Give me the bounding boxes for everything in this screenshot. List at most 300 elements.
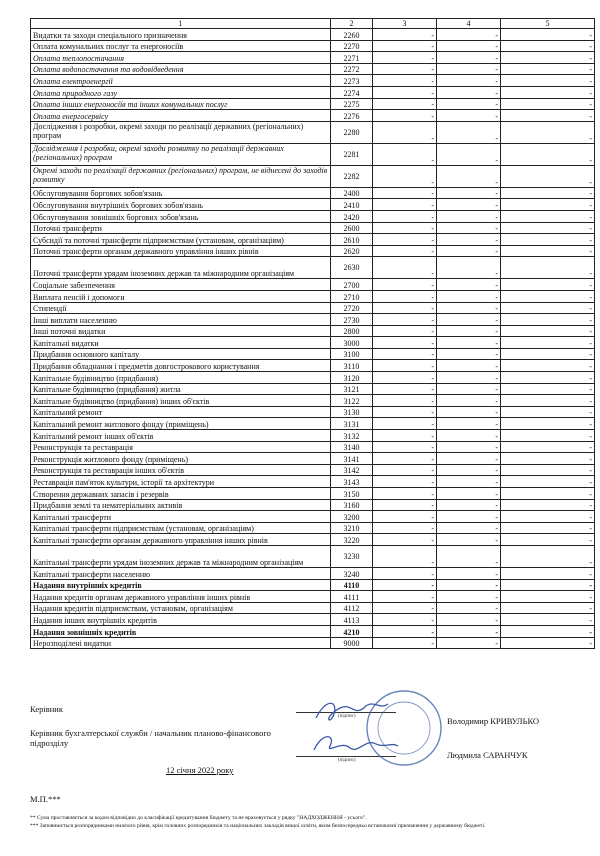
row-col3-cell: - (373, 625, 437, 637)
row-name-cell: Надання зовнішніх кредитів (31, 625, 331, 637)
row-col4-cell: - (437, 522, 501, 534)
table-row (31, 86, 595, 98)
row-code-cell: 2271 (331, 52, 373, 64)
table-row (31, 591, 595, 603)
row-code-cell: 3130 (331, 406, 373, 418)
accountant-signature-caption: (підпис) (338, 758, 356, 763)
column-header-5: 5 (501, 19, 595, 29)
row-code-cell: 3141 (331, 453, 373, 465)
row-name-cell: Нерозподілені видатки (31, 637, 331, 649)
row-col4-cell: - (437, 314, 501, 326)
row-col3-cell: - (373, 614, 437, 626)
row-col4-cell: - (437, 579, 501, 591)
row-col5-cell: - (501, 29, 595, 41)
row-name-cell: Капітальні видатки (31, 337, 331, 349)
row-col3-cell: - (373, 418, 437, 430)
table-row (31, 199, 595, 211)
row-col5-cell: - (501, 488, 595, 500)
row-col3-cell: - (373, 383, 437, 395)
row-col5-cell: - (501, 52, 595, 64)
row-col4-cell: - (437, 545, 501, 567)
row-col3-cell: - (373, 63, 437, 75)
table-row (31, 165, 595, 187)
table-row (31, 395, 595, 407)
row-name-cell: Капітальне будівництво (придбання) інших об'єктів (31, 395, 331, 407)
footnote-1: ** Сума проставляється за кодом відповідно до класифікації кредитування бюджету та не враховується у рядку "НАДХОДЖЕННЯ - усього". (30, 815, 367, 821)
row-code-cell: 3240 (331, 567, 373, 579)
row-col3-cell: - (373, 579, 437, 591)
row-col4-cell: - (437, 464, 501, 476)
column-header-1: 1 (31, 19, 331, 29)
row-col3-cell: - (373, 234, 437, 246)
table-row (31, 290, 595, 302)
row-col5-cell: - (501, 453, 595, 465)
row-name-cell: Капітальний ремонт житлового фонду (приміщень) (31, 418, 331, 430)
row-col4-cell: - (437, 372, 501, 384)
row-name-cell: Капітальне будівництво (придбання) (31, 372, 331, 384)
row-col4-cell: - (437, 75, 501, 87)
row-name-cell: Інші поточні видатки (31, 325, 331, 337)
row-col3-cell: - (373, 52, 437, 64)
row-col3-cell: - (373, 121, 437, 143)
row-name-cell: Видатки та заходи спеціального призначення (31, 29, 331, 41)
row-name-cell: Надання внутрішніх кредитів (31, 579, 331, 591)
table-row (31, 121, 595, 143)
row-col3-cell: - (373, 488, 437, 500)
row-name-cell: Капітальні трансферти підприємствам (установам, організаціям) (31, 522, 331, 534)
row-col4-cell: - (437, 406, 501, 418)
row-col3-cell: - (373, 348, 437, 360)
row-col3-cell: - (373, 75, 437, 87)
row-col5-cell: - (501, 121, 595, 143)
row-name-cell: Оплата енергосервісу (31, 110, 331, 122)
table-row (31, 372, 595, 384)
row-code-cell: 2600 (331, 222, 373, 234)
table-row (31, 625, 595, 637)
row-name-cell: Капітальні трансферти органам державного управління інших рівнів (31, 534, 331, 546)
row-code-cell: 3131 (331, 418, 373, 430)
row-col4-cell: - (437, 110, 501, 122)
table-row (31, 75, 595, 87)
row-col3-cell: - (373, 360, 437, 372)
row-col4-cell: - (437, 143, 501, 165)
row-col3-cell: - (373, 222, 437, 234)
row-col5-cell: - (501, 383, 595, 395)
row-name-cell: Виплата пенсій і допомоги (31, 290, 331, 302)
row-code-cell: 3150 (331, 488, 373, 500)
row-col4-cell: - (437, 165, 501, 187)
row-col3-cell: - (373, 290, 437, 302)
row-code-cell: 3132 (331, 430, 373, 442)
row-col3-cell: - (373, 337, 437, 349)
row-name-cell: Соціальне забезпечення (31, 279, 331, 291)
row-col4-cell: - (437, 395, 501, 407)
row-code-cell: 3142 (331, 464, 373, 476)
row-col3-cell: - (373, 441, 437, 453)
row-code-cell: 2400 (331, 187, 373, 199)
row-col4-cell: - (437, 187, 501, 199)
row-col4-cell: - (437, 86, 501, 98)
row-code-cell: 4110 (331, 579, 373, 591)
row-col5-cell: - (501, 86, 595, 98)
row-col4-cell: - (437, 29, 501, 41)
row-col5-cell: - (501, 625, 595, 637)
row-col3-cell: - (373, 545, 437, 567)
row-col5-cell: - (501, 602, 595, 614)
table-row (31, 441, 595, 453)
row-col3-cell: - (373, 464, 437, 476)
table-row (31, 187, 595, 199)
row-name-cell: Реставрація пам'яток культури, історії та архітектури (31, 476, 331, 488)
row-col4-cell: - (437, 625, 501, 637)
row-code-cell: 3110 (331, 360, 373, 372)
row-col5-cell: - (501, 199, 595, 211)
row-name-cell: Субсидії та поточні трансферти підприємствам (установам, організаціям) (31, 234, 331, 246)
table-row (31, 325, 595, 337)
row-col4-cell: - (437, 534, 501, 546)
row-name-cell: Придбання основного капіталу (31, 348, 331, 360)
row-code-cell: 2270 (331, 40, 373, 52)
accountant-label: Керівник бухгалтерської служби / начальник планово-фінансового підрозділу (30, 728, 271, 748)
row-name-cell: Оплата теплопостачання (31, 52, 331, 64)
head-name: Володимир КРИВУЛЬКО (447, 716, 540, 726)
head-signature-caption: (підпис) (338, 714, 356, 719)
row-col4-cell: - (437, 614, 501, 626)
accountant-name: Людмила САРАНЧУК (447, 750, 528, 760)
table-row (31, 348, 595, 360)
row-code-cell: 4111 (331, 591, 373, 603)
row-col4-cell: - (437, 290, 501, 302)
row-col3-cell: - (373, 511, 437, 523)
table-row (31, 430, 595, 442)
row-name-cell: Придбання землі та нематеріальних активів (31, 499, 331, 511)
row-col4-cell: - (437, 245, 501, 257)
row-col3-cell: - (373, 395, 437, 407)
row-col5-cell: - (501, 418, 595, 430)
row-col5-cell: - (501, 406, 595, 418)
row-code-cell: 2420 (331, 210, 373, 222)
row-code-cell: 3000 (331, 337, 373, 349)
table-row (31, 234, 595, 246)
row-col4-cell: - (437, 337, 501, 349)
row-name-cell: Обслуговування внутрішніх боргових зобов'язань (31, 199, 331, 211)
stamp-place-label: М.П.*** (30, 794, 61, 804)
row-col3-cell: - (373, 98, 437, 110)
row-col3-cell: - (373, 245, 437, 257)
table-row (31, 302, 595, 314)
row-col5-cell: - (501, 75, 595, 87)
row-name-cell: Реконструкція та реставрація інших об'єктів (31, 464, 331, 476)
row-code-cell: 2280 (331, 121, 373, 143)
row-name-cell: Оплата електроенергії (31, 75, 331, 87)
row-col3-cell: - (373, 453, 437, 465)
row-code-cell: 3160 (331, 499, 373, 511)
row-col3-cell: - (373, 143, 437, 165)
row-col3-cell: - (373, 406, 437, 418)
table-body (31, 29, 595, 649)
table-row (31, 534, 595, 546)
row-col4-cell: - (437, 210, 501, 222)
table-row (31, 637, 595, 649)
row-code-cell: 2274 (331, 86, 373, 98)
row-col5-cell: - (501, 337, 595, 349)
row-col4-cell: - (437, 418, 501, 430)
row-col3-cell: - (373, 279, 437, 291)
row-col5-cell: - (501, 476, 595, 488)
table-row (31, 210, 595, 222)
row-code-cell: 4210 (331, 625, 373, 637)
row-col5-cell: - (501, 591, 595, 603)
row-col3-cell: - (373, 430, 437, 442)
row-name-cell: Обслуговування боргових зобов'язань (31, 187, 331, 199)
row-name-cell: Надання кредитів підприємствам, установам, організаціям (31, 602, 331, 614)
row-col5-cell: - (501, 98, 595, 110)
row-col5-cell: - (501, 545, 595, 567)
row-name-cell: Стипендії (31, 302, 331, 314)
row-code-cell: 3121 (331, 383, 373, 395)
row-col4-cell: - (437, 121, 501, 143)
row-code-cell: 2700 (331, 279, 373, 291)
row-col3-cell: - (373, 257, 437, 279)
row-code-cell: 2272 (331, 63, 373, 75)
head-label: Керівник (30, 704, 63, 714)
table-row (31, 418, 595, 430)
row-col5-cell: - (501, 441, 595, 453)
row-col5-cell: - (501, 314, 595, 326)
row-col5-cell: - (501, 222, 595, 234)
row-col4-cell: - (437, 499, 501, 511)
row-col4-cell: - (437, 441, 501, 453)
table-header-row (31, 19, 595, 29)
row-code-cell: 2282 (331, 165, 373, 187)
row-name-cell: Поточні трансферти урядам іноземних держав та міжнародним організаціям (31, 257, 331, 279)
row-col5-cell: - (501, 290, 595, 302)
row-col5-cell: - (501, 257, 595, 279)
row-col5-cell: - (501, 187, 595, 199)
row-name-cell: Надання кредитів органам державного управління інших рівнів (31, 591, 331, 603)
table-row (31, 406, 595, 418)
row-name-cell: Реконструкція житлового фонду (приміщень) (31, 453, 331, 465)
row-col4-cell: - (437, 360, 501, 372)
row-code-cell: 2410 (331, 199, 373, 211)
row-col4-cell: - (437, 430, 501, 442)
table-row (31, 245, 595, 257)
expenses-table (30, 18, 595, 649)
table-row (31, 40, 595, 52)
row-col5-cell: - (501, 165, 595, 187)
row-name-cell: Окремі заходи по реалізації державних (регіональних) програм, не віднесені до заходів розвитку (31, 165, 331, 187)
table-row (31, 614, 595, 626)
row-col4-cell: - (437, 279, 501, 291)
row-col5-cell: - (501, 567, 595, 579)
table-row (31, 143, 595, 165)
table-row (31, 476, 595, 488)
row-col5-cell: - (501, 360, 595, 372)
table-row (31, 579, 595, 591)
row-name-cell: Оплата водопостачання та водовідведення (31, 63, 331, 75)
row-col5-cell: - (501, 372, 595, 384)
footnote-2: *** Заповнюється розпорядниками нижчого рівня, крім головних розпорядників та національних закладів вищої освіти, яким безпосередньо встановлені призначення у державному бюджеті. (30, 823, 486, 829)
row-col4-cell: - (437, 234, 501, 246)
row-col4-cell: - (437, 199, 501, 211)
row-name-cell: Капітальні трансферти населенню (31, 567, 331, 579)
table-row (31, 279, 595, 291)
table-row (31, 453, 595, 465)
row-name-cell: Створення державних запасів і резервів (31, 488, 331, 500)
row-col5-cell: - (501, 511, 595, 523)
row-name-cell: Оплата природного газу (31, 86, 331, 98)
row-code-cell: 4112 (331, 602, 373, 614)
row-name-cell: Капітальні трансферти урядам іноземних держав та міжнародним організаціям (31, 545, 331, 567)
row-name-cell: Дослідження і розробки, окремі заходи по реалізації державних (регіональних) програм (31, 121, 331, 143)
row-code-cell: 3100 (331, 348, 373, 360)
row-name-cell: Дослідження і розробки, окремі заходи розвитку по реалізації державних (регіональних) програм (31, 143, 331, 165)
row-name-cell: Реконструкція та реставрація (31, 441, 331, 453)
table-row (31, 511, 595, 523)
official-stamp-and-signatures (296, 688, 446, 768)
row-col3-cell: - (373, 637, 437, 649)
row-code-cell: 2630 (331, 257, 373, 279)
row-col3-cell: - (373, 602, 437, 614)
column-header-4: 4 (437, 19, 501, 29)
row-code-cell: 3210 (331, 522, 373, 534)
head-signature-scribble (316, 703, 388, 720)
table-row (31, 383, 595, 395)
table-row (31, 360, 595, 372)
row-col5-cell: - (501, 614, 595, 626)
row-col5-cell: - (501, 63, 595, 75)
row-col5-cell: - (501, 302, 595, 314)
row-col5-cell: - (501, 279, 595, 291)
row-col4-cell: - (437, 511, 501, 523)
row-code-cell: 9000 (331, 637, 373, 649)
row-col5-cell: - (501, 499, 595, 511)
row-col4-cell: - (437, 325, 501, 337)
row-code-cell: 2610 (331, 234, 373, 246)
accountant-signature-scribble (314, 737, 398, 750)
row-col4-cell: - (437, 488, 501, 500)
row-code-cell: 3230 (331, 545, 373, 567)
row-col5-cell: - (501, 40, 595, 52)
row-col3-cell: - (373, 165, 437, 187)
table-row (31, 257, 595, 279)
table-row (31, 29, 595, 41)
row-code-cell: 2281 (331, 143, 373, 165)
row-code-cell: 4113 (331, 614, 373, 626)
row-col5-cell: - (501, 579, 595, 591)
row-col4-cell: - (437, 476, 501, 488)
row-col5-cell: - (501, 234, 595, 246)
row-code-cell: 3143 (331, 476, 373, 488)
row-col5-cell: - (501, 325, 595, 337)
row-code-cell: 2720 (331, 302, 373, 314)
row-col4-cell: - (437, 637, 501, 649)
row-name-cell: Оплата інших енергоносіїв та інших комунальних послуг (31, 98, 331, 110)
row-col5-cell: - (501, 395, 595, 407)
row-col4-cell: - (437, 591, 501, 603)
row-col3-cell: - (373, 325, 437, 337)
row-col4-cell: - (437, 348, 501, 360)
row-col3-cell: - (373, 29, 437, 41)
row-col3-cell: - (373, 210, 437, 222)
row-name-cell: Поточні трансферти (31, 222, 331, 234)
table-row (31, 337, 595, 349)
table-row (31, 567, 595, 579)
row-col5-cell: - (501, 534, 595, 546)
row-col3-cell: - (373, 372, 437, 384)
row-col4-cell: - (437, 302, 501, 314)
row-col5-cell: - (501, 110, 595, 122)
row-col3-cell: - (373, 110, 437, 122)
row-col5-cell: - (501, 210, 595, 222)
row-code-cell: 3122 (331, 395, 373, 407)
row-name-cell: Інші виплати населенню (31, 314, 331, 326)
row-col4-cell: - (437, 567, 501, 579)
row-code-cell: 2710 (331, 290, 373, 302)
row-col5-cell: - (501, 245, 595, 257)
row-name-cell: Надання інших внутрішніх кредитів (31, 614, 331, 626)
row-code-cell: 3120 (331, 372, 373, 384)
row-code-cell: 2260 (331, 29, 373, 41)
row-code-cell: 2276 (331, 110, 373, 122)
row-code-cell: 2275 (331, 98, 373, 110)
row-col3-cell: - (373, 302, 437, 314)
row-name-cell: Придбання обладнання і предметів довгострокового користування (31, 360, 331, 372)
row-name-cell: Капітальні трансферти (31, 511, 331, 523)
row-col3-cell: - (373, 314, 437, 326)
row-name-cell: Обслуговування зовнішніх боргових зобов'язань (31, 210, 331, 222)
row-code-cell: 3200 (331, 511, 373, 523)
table-row (31, 52, 595, 64)
row-col4-cell: - (437, 383, 501, 395)
table-row (31, 488, 595, 500)
row-code-cell: 2273 (331, 75, 373, 87)
row-col4-cell: - (437, 52, 501, 64)
table-row (31, 98, 595, 110)
table-row (31, 545, 595, 567)
row-col5-cell: - (501, 637, 595, 649)
table-row (31, 63, 595, 75)
row-col3-cell: - (373, 476, 437, 488)
row-col4-cell: - (437, 257, 501, 279)
row-col3-cell: - (373, 591, 437, 603)
row-code-cell: 2620 (331, 245, 373, 257)
row-col5-cell: - (501, 464, 595, 476)
table-row (31, 522, 595, 534)
row-col3-cell: - (373, 522, 437, 534)
row-col5-cell: - (501, 143, 595, 165)
document-date: 12 січня 2022 року (166, 765, 234, 775)
row-col4-cell: - (437, 98, 501, 110)
row-col3-cell: - (373, 187, 437, 199)
row-code-cell: 3140 (331, 441, 373, 453)
row-col3-cell: - (373, 86, 437, 98)
row-col4-cell: - (437, 453, 501, 465)
row-col5-cell: - (501, 348, 595, 360)
row-col4-cell: - (437, 602, 501, 614)
row-name-cell: Капітальний ремонт (31, 406, 331, 418)
row-col3-cell: - (373, 567, 437, 579)
row-col5-cell: - (501, 522, 595, 534)
row-col5-cell: - (501, 430, 595, 442)
table-row (31, 314, 595, 326)
row-col3-cell: - (373, 40, 437, 52)
stamp-inner-ring (378, 702, 430, 754)
row-col4-cell: - (437, 40, 501, 52)
table-row (31, 499, 595, 511)
row-col3-cell: - (373, 534, 437, 546)
column-header-2: 2 (331, 19, 373, 29)
